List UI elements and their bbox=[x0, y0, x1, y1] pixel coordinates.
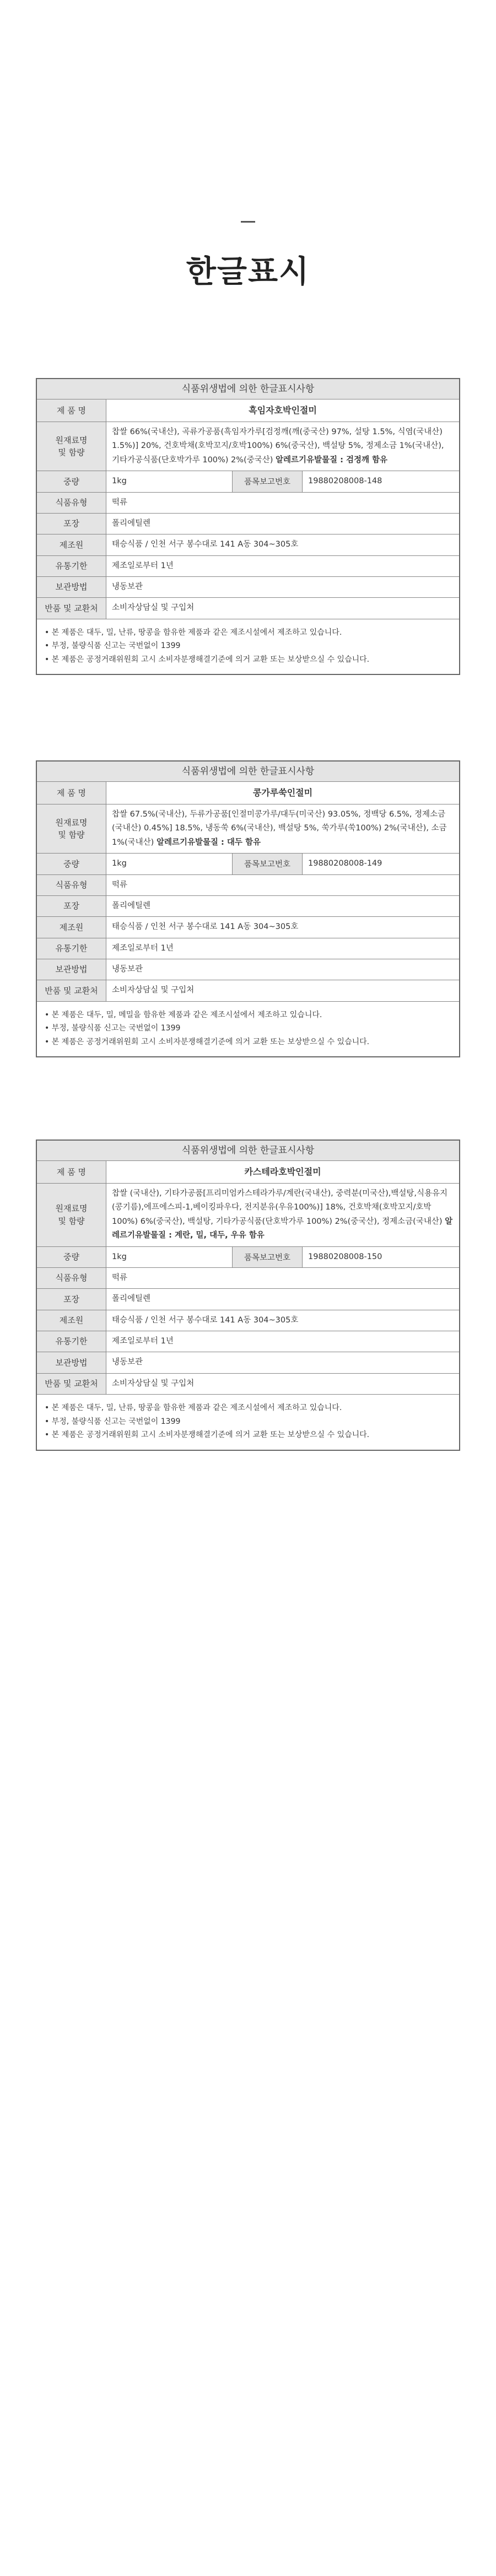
food-label-panel bbox=[36, 1140, 460, 1451]
allergen-text: 알레르기유발물질 : 계란, 밀, 대두, 우유 함유 bbox=[112, 1217, 453, 1240]
report-number-value: 19880208008-150 bbox=[308, 1252, 382, 1261]
food-label-panel bbox=[36, 378, 460, 675]
manufacturer-value: 태승식품 / 인천 서구 봉수대로 141 A동 304~305호 bbox=[112, 922, 299, 932]
ingredients-row bbox=[37, 1184, 459, 1247]
storage-label: 보관방법 bbox=[37, 1352, 106, 1373]
manufacturer-label: 제조원 bbox=[37, 917, 106, 937]
packaging-value: 폴리에틸렌 bbox=[112, 901, 151, 910]
manufacturer-row bbox=[37, 534, 459, 555]
packaging-row bbox=[37, 514, 459, 534]
notice-item: • 본 제품은 대두, 밀, 난류, 땅콩을 함유한 제품과 같은 제조시설에서 제조하고 있습니다. bbox=[45, 1403, 342, 1413]
notice-item: • 본 제품은 공정거래위원회 고시 소비자분쟁해결기준에 의거 교환 또는 보상받으실 수 있습니다. bbox=[45, 655, 370, 664]
weight-label: 중량 bbox=[37, 471, 106, 492]
product-name-label: 제 품 명 bbox=[37, 782, 106, 804]
report-number-value: 19880208008-149 bbox=[308, 859, 382, 868]
food-type-label: 식품유형 bbox=[37, 493, 106, 513]
packaging-value: 폴리에틸렌 bbox=[112, 1294, 151, 1304]
shelf-life-value: 제조일로부터 1년 bbox=[112, 1337, 174, 1346]
manufacturer-value: 태승식품 / 인천 서구 봉수대로 141 A동 304~305호 bbox=[112, 1315, 299, 1325]
weight-value: 1kg bbox=[112, 859, 127, 868]
packaging-label: 포장 bbox=[37, 896, 106, 916]
notice-list bbox=[37, 1395, 459, 1450]
shelf-life-row bbox=[37, 556, 459, 577]
report-number-label: 품목보고번호 bbox=[232, 1247, 303, 1267]
title-divider bbox=[241, 221, 255, 223]
ingredients-value bbox=[106, 422, 459, 471]
storage-row bbox=[37, 1352, 459, 1373]
manufacturer-row bbox=[37, 917, 459, 938]
food-type-row bbox=[37, 493, 459, 514]
ingredients-label: 원재료명 및 함량 bbox=[37, 1184, 106, 1246]
allergen-text: 알레르기유발물질 : 검정깨 함유 bbox=[276, 455, 388, 465]
returns-label: 반품 및 교환처 bbox=[37, 598, 106, 618]
product-name: 콩가루쑥인절미 bbox=[252, 787, 313, 798]
notice-list bbox=[37, 619, 459, 674]
shelf-life-label: 유통기한 bbox=[37, 938, 106, 959]
storage-value: 냉동보관 bbox=[112, 582, 143, 591]
notice-item: • 부정, 불량식품 신고는 국번없이 1399 bbox=[45, 641, 181, 651]
shelf-life-label: 유통기한 bbox=[37, 1331, 106, 1352]
storage-label: 보관방법 bbox=[37, 959, 106, 980]
weight-value: 1kg bbox=[112, 1252, 127, 1261]
ingredients-row bbox=[37, 804, 459, 854]
shelf-life-value: 제조일로부터 1년 bbox=[112, 561, 174, 570]
packaging-label: 포장 bbox=[37, 1289, 106, 1309]
ingredients-text: 찹쌀 67.5%(국내산), 두류가공품[인절미콩가루/대두(미국산) 93.05%, 정백당 6.5%, 정제소금(국내산) 0.45%] 18.5%, 냉동쑥 6%(국내산), 백설탕 5%, 쑥가루(쑥100%) 2%(국내산), 소금 1%(국내산) bbox=[112, 810, 447, 847]
returns-label: 반품 및 교환처 bbox=[37, 980, 106, 1001]
food-type-label: 식품유형 bbox=[37, 875, 106, 895]
product-name-label: 제 품 명 bbox=[37, 1161, 106, 1183]
returns-row bbox=[37, 980, 459, 1001]
storage-value: 냉동보관 bbox=[112, 1358, 143, 1367]
panel-heading: 식품위생법에 의한 한글표시사항 bbox=[37, 762, 459, 782]
report-number-label: 품목보고번호 bbox=[232, 471, 303, 492]
packaging-row bbox=[37, 1289, 459, 1310]
returns-row bbox=[37, 1374, 459, 1395]
weight-row bbox=[37, 471, 459, 492]
food-type-value: 떡류 bbox=[112, 880, 128, 889]
returns-value: 소비자상담실 및 구입처 bbox=[112, 603, 195, 613]
product-name-label: 제 품 명 bbox=[37, 399, 106, 422]
notice-item: • 부정, 불량식품 신고는 국번없이 1399 bbox=[45, 1024, 181, 1033]
storage-label: 보관방법 bbox=[37, 577, 106, 597]
allergen-text: 알레르기유발물질 : 대두 함유 bbox=[156, 838, 261, 847]
food-type-value: 떡류 bbox=[112, 1273, 128, 1282]
ingredients-text: 찹쌀 (국내산), 기타가공품[프리미엄카스테라가루/계란(국내산), 중력분(미국산),백설탕,식용유지(콩기름),에프에스피-1,베이킹파우다, 전지분유(우유100%)] 18%, 건호박채(호박꼬지/호박100%) 6%(중국산), 백설탕, 기타가공식품(단호박가루 100%) 2%(중국산), 정제소금(국내산) bbox=[112, 1189, 448, 1226]
product-name-row bbox=[37, 1161, 459, 1184]
notice-item: • 본 제품은 대두, 밀, 메밀을 함유한 제품과 같은 제조시설에서 제조하고 있습니다. bbox=[45, 1010, 322, 1019]
packaging-label: 포장 bbox=[37, 514, 106, 534]
panel-heading: 식품위생법에 의한 한글표시사항 bbox=[37, 1141, 459, 1161]
weight-label: 중량 bbox=[37, 854, 106, 874]
report-number-value: 19880208008-148 bbox=[308, 477, 382, 486]
ingredients-label: 원재료명 및 함량 bbox=[37, 804, 106, 853]
food-label-panel bbox=[36, 760, 460, 1057]
page-title: 한글표시 bbox=[186, 254, 310, 290]
product-name-row bbox=[37, 782, 459, 804]
manufacturer-row bbox=[37, 1310, 459, 1331]
notice-item: • 본 제품은 공정거래위원회 고시 소비자분쟁해결기준에 의거 교환 또는 보상받으실 수 있습니다. bbox=[45, 1430, 370, 1440]
product-name: 흑임자호박인절미 bbox=[249, 405, 317, 415]
food-type-row bbox=[37, 1268, 459, 1289]
notice-item: • 부정, 불량식품 신고는 국번없이 1399 bbox=[45, 1417, 181, 1426]
ingredients-label: 원재료명 및 함량 bbox=[37, 422, 106, 471]
notice-item: • 본 제품은 공정거래위원회 고시 소비자분쟁해결기준에 의거 교환 또는 보상받으실 수 있습니다. bbox=[45, 1037, 370, 1046]
ingredients-row bbox=[37, 422, 459, 471]
product-name-row bbox=[37, 399, 459, 422]
ingredients-text: 찹쌀 66%(국내산), 곡류가공품(흑임자가루[검정깨(깨(중국산) 97%, 설탕 1.5%, 식염(국내산) 1.5%)] 20%, 건호박채(호박꼬지/호박100%) 6%(중국산), 백설탕 5%, 정제소금 1%(국내산), 기타가공식품(단호박가루 100%) 2%(중국산) bbox=[112, 428, 444, 465]
weight-value: 1kg bbox=[112, 477, 127, 486]
shelf-life-label: 유통기한 bbox=[37, 556, 106, 576]
packaging-value: 폴리에틸렌 bbox=[112, 519, 151, 528]
shelf-life-row bbox=[37, 1331, 459, 1352]
returns-value: 소비자상담실 및 구입처 bbox=[112, 986, 195, 995]
ingredients-value bbox=[106, 804, 459, 853]
storage-row bbox=[37, 959, 459, 980]
weight-label: 중량 bbox=[37, 1247, 106, 1267]
ingredients-value bbox=[106, 1184, 459, 1246]
manufacturer-label: 제조원 bbox=[37, 1310, 106, 1331]
product-name: 카스테라호박인절미 bbox=[244, 1167, 321, 1177]
weight-row bbox=[37, 854, 459, 874]
food-type-label: 식품유형 bbox=[37, 1268, 106, 1288]
food-type-row bbox=[37, 875, 459, 896]
returns-row bbox=[37, 598, 459, 619]
returns-value: 소비자상담실 및 구입처 bbox=[112, 1379, 195, 1388]
food-type-value: 떡류 bbox=[112, 498, 128, 507]
notice-item: • 본 제품은 대두, 밀, 난류, 땅콩을 함유한 제품과 같은 제조시설에서 제조하고 있습니다. bbox=[45, 628, 342, 637]
shelf-life-row bbox=[37, 938, 459, 959]
storage-row bbox=[37, 577, 459, 598]
notice-list bbox=[37, 1002, 459, 1057]
shelf-life-value: 제조일로부터 1년 bbox=[112, 943, 174, 953]
storage-value: 냉동보관 bbox=[112, 965, 143, 974]
manufacturer-value: 태승식품 / 인천 서구 봉수대로 141 A동 304~305호 bbox=[112, 540, 299, 549]
report-number-label: 품목보고번호 bbox=[232, 854, 303, 874]
panel-heading: 식품위생법에 의한 한글표시사항 bbox=[37, 379, 459, 399]
manufacturer-label: 제조원 bbox=[37, 534, 106, 555]
returns-label: 반품 및 교환처 bbox=[37, 1374, 106, 1394]
weight-row bbox=[37, 1247, 459, 1268]
packaging-row bbox=[37, 896, 459, 917]
